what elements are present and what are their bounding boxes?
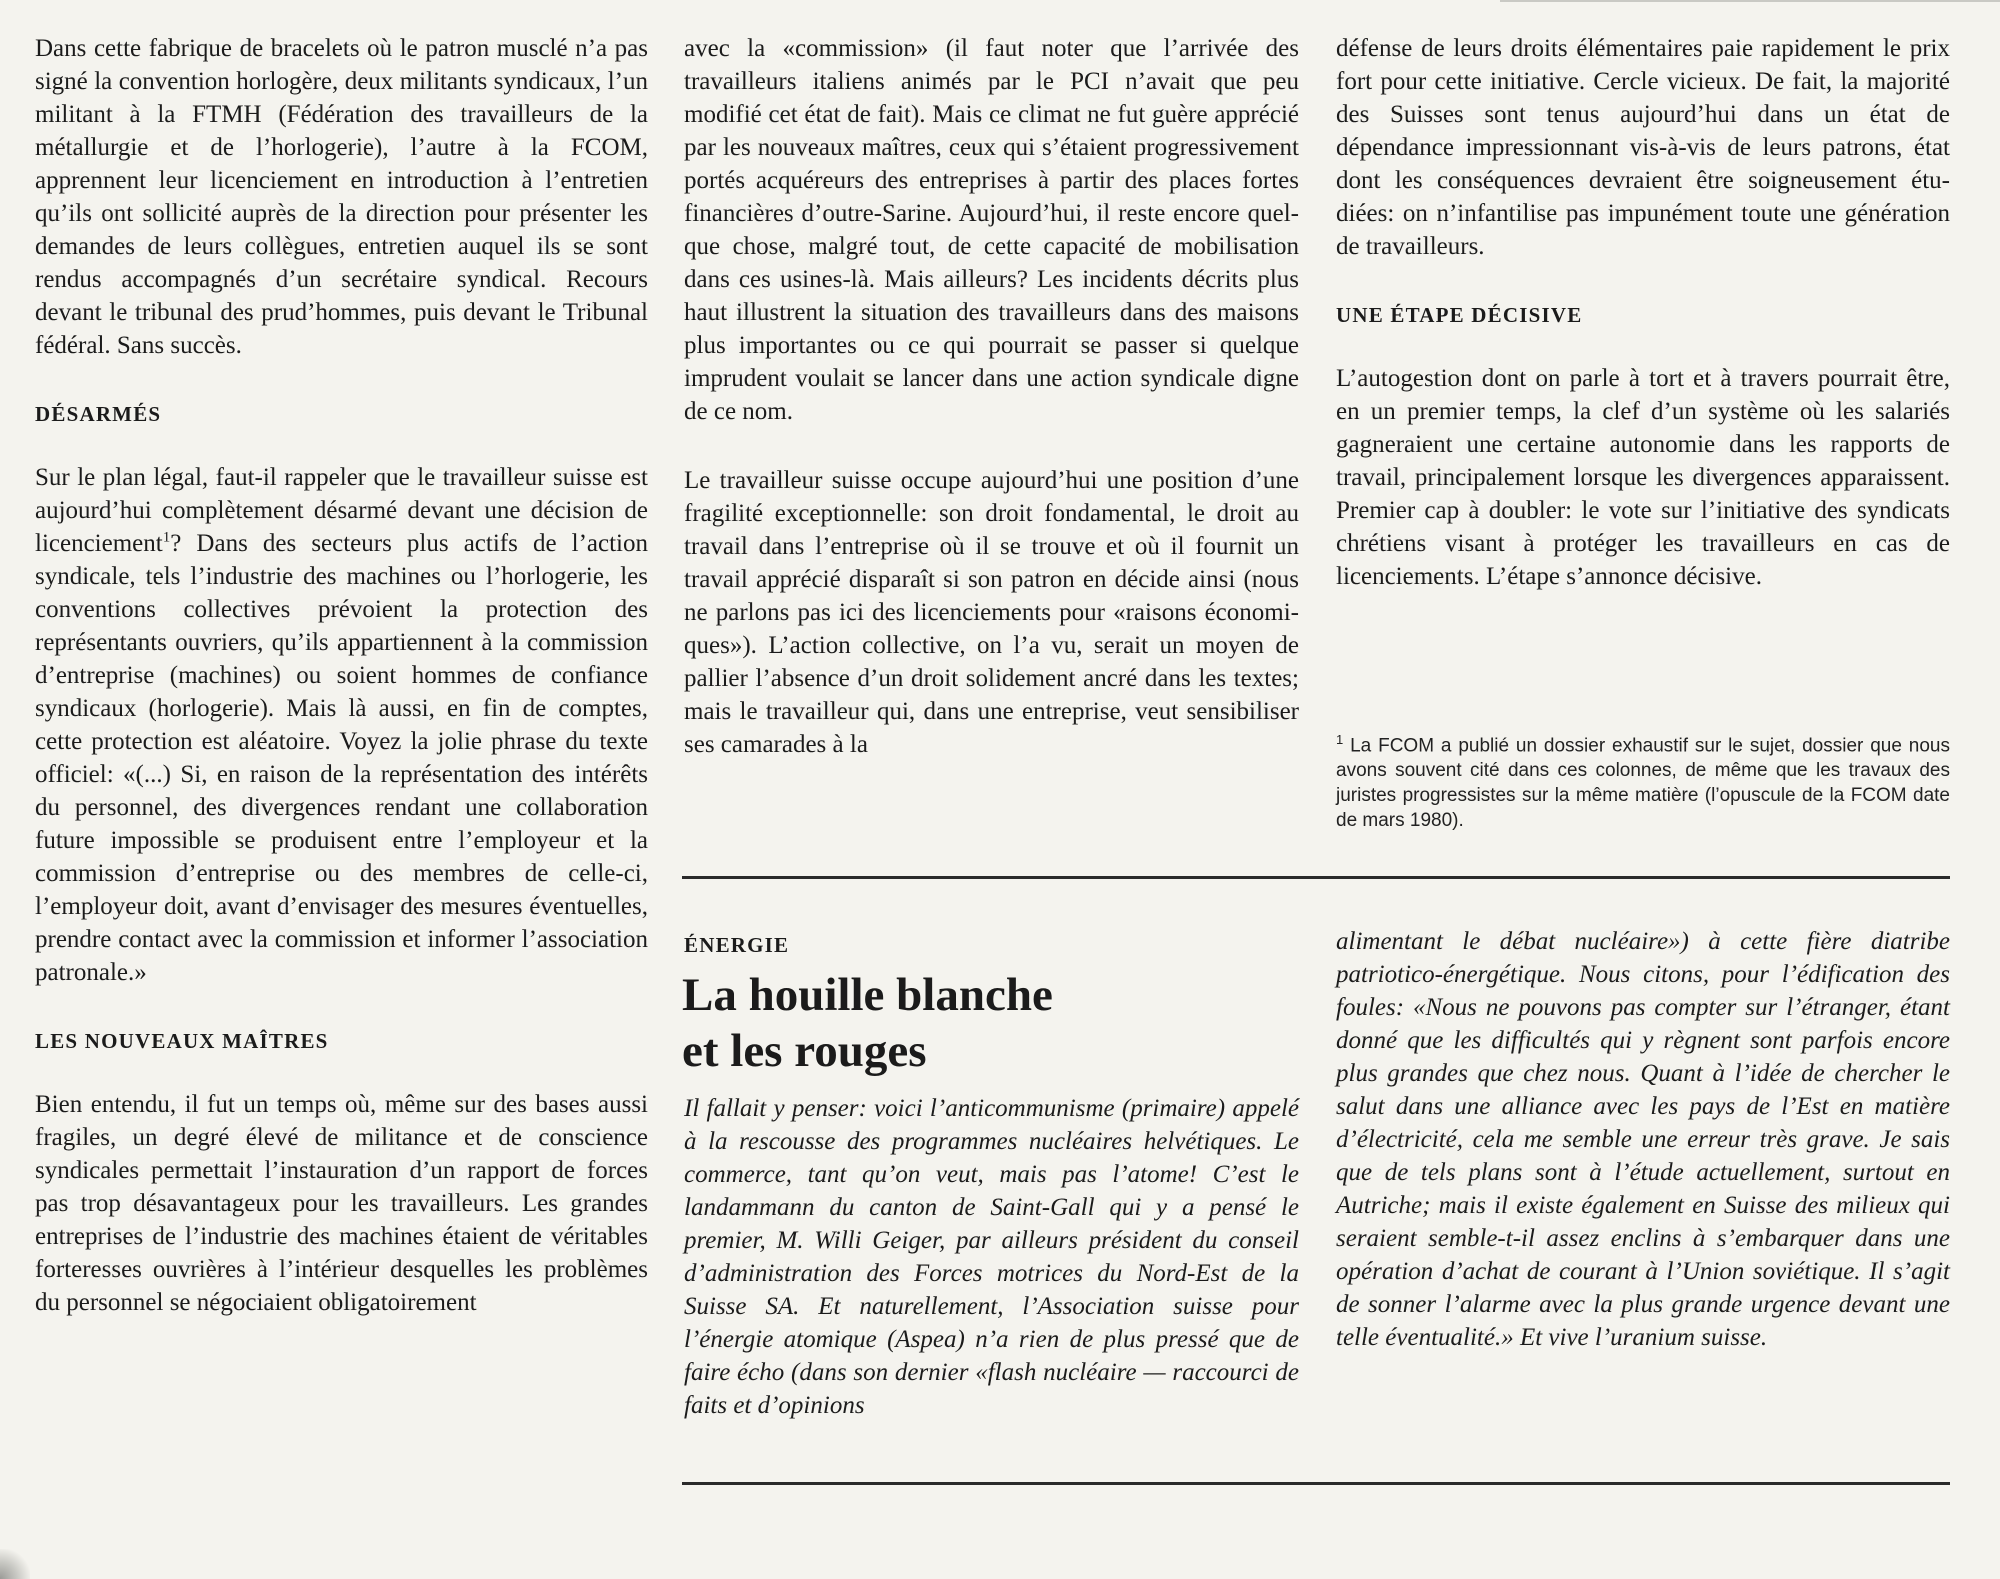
paragraph-defense: défense de leurs droits élémentaires paie rapidement le prix fort pour cette initiative. Cercle vicieux. De fait, la majorité des Suisses sont tenus aujourd’hui dans un état de dépendance impressionnant vis-à-vis de leurs patrons, état dont les conséquences devraient être soigneusement étudiées: on n’infantilise pas impunément toute une génération de travailleurs. bbox=[1336, 35, 1950, 260]
paragraph-autogestion: L’autogestion dont on parle à tort et à travers pourrait être, en un premier temps, la clef d’un système où les salariés gagneraient une certaine autonomie dans les rapports de travail, principalement lorsque les divergences apparaissent. Premier cap à doubler: le vote sur l’initiative des syndicats chrétiens visant à protéger les travailleurs en cas de licenciements. L’étape s’annonce décisive. bbox=[1336, 365, 1950, 590]
footnote-ref: 1 bbox=[162, 529, 171, 546]
divider-rule-bottom bbox=[682, 1482, 1950, 1485]
paragraph-diatribe: alimentant le débat nucléaire») à cette fière diatribe patriotico-énergétique. Nous citons, pour l’édification des foules: «Nous ne pouvons pas compter sur l’étranger, étant donné que les difficultés qui y règnent sont parfois encore plus grandes que chez nous. Quant à l’idée de chercher le salut dans une alliance avec les pays de l’Est en matière d’électricité, cela me semble une erreur très grave. Je sais que de tels plans sont à l’étude actuellement, surtout en Autriche; mais il existe également en Suisse des milieux qui seraient semble-t-il assez enclins à s’embarquer dans une opération d’achat de courant à l’Union soviétique. Il s’agit de sonner l’alarme avec la plus grande urgence devant une telle éventualité.» Et vive l’uranium suisse. bbox=[1336, 928, 1950, 1351]
paragraph-travailleur-suisse: Le travailleur suisse occupe aujourd’hui une position d’une fragilité exceptionnelle: son droit fondamental, le droit au travail dans l’entreprise où il se trouve et où il fournit un travail apprécié disparaît si son patron en décide ainsi (nous ne parlons pas ici des licenciements pour «raisons économiques»). L’action collective, on l’a vu, serait un moyen de pallier l’absence d’un droit solidement ancré dans les textes; mais le travailleur qui, dans une entreprise, veut sensibiliser ses camarades à la bbox=[684, 467, 1299, 758]
paragraph-plan-legal-end: ? Dans des secteurs plus actifs de l’action syndicale, tels l’industrie des machines ou l’horlogerie, les conventions collectives prévoient la protection des représentants ouvriers, qu’ils appartiennent à la commission d’entreprise (machines) ou soient hommes de confiance syndicaux (horlogerie). Mais là aussi, en fin de comptes, cette protection est aléatoire. Voyez la jolie phrase du texte officiel: «(...) Si, en raison de la représentation des intérêts du personnel, des divergences rendant une collaboration future impossible se produisent entre l’employeur et la commission d’entreprise ou des membres de celle-ci, l’employeur doit, avant d’envisager des mesures éventuelles, prendre contact avec la commission et informer l’association patronale.» bbox=[35, 530, 648, 986]
paragraph-plan-legal-start: Sur le plan légal, faut-il rappeler que le travailleur suisse est aujourd’hui complètement désarmé devant une décision de licenciement bbox=[35, 464, 648, 557]
page-corner-shadow bbox=[0, 1549, 30, 1579]
footnote bbox=[1336, 727, 1950, 833]
article-title-line-2: et les rouges bbox=[682, 1025, 927, 1077]
paragraph-anticommunisme: Il fallait y penser: voici l’anticommunisme (primaire) appelé à la rescousse des programmes nucléaires helvétiques. Le commerce, tant qu’on veut, mais pas l’atome! C’est le landammann du canton de Saint-Gall qui y a pensé le premier, M. Willi Geiger, par ailleurs président du conseil d’administration des Forces motrices du Nord-Est de la Suisse SA. Et naturellement, l’Association suisse pour l’énergie atomique (Aspea) n’a rien de plus pressé que de faire écho (dans son dernier «flash nucléaire — raccourci de faits et d’opinions bbox=[684, 1095, 1299, 1419]
paragraph-bien-entendu: Bien entendu, il fut un temps où, même sur des bases aussi fragiles, un degré élevé de militance et de conscience syndicales permettait l’instauration d’un rapport de forces pas trop désavantageux pour les travailleurs. Les grandes entreprises de l’industrie des machines étaient de véritables forteresses ouvrières à l’intérieur desquelles les problèmes du personnel se négociaient obligatoirement bbox=[35, 1091, 648, 1316]
divider-rule-top bbox=[682, 876, 1950, 879]
energie-column-right bbox=[1336, 925, 1950, 1354]
article-title bbox=[682, 967, 1302, 1079]
column-3 bbox=[1336, 32, 1950, 593]
paragraph-plan-legal bbox=[35, 461, 648, 989]
footnote-marker: 1 bbox=[1336, 732, 1344, 747]
column-2 bbox=[684, 32, 1299, 761]
heading-etape-decisive: UNE ÉTAPE DÉCISIVE bbox=[1336, 303, 1583, 327]
energie-column-left bbox=[684, 1092, 1299, 1422]
section-label-energie: ÉNERGIE bbox=[684, 933, 790, 957]
footnote-text: La FCOM a publié un dossier exhaustif sur le sujet, dossier que nous avons souvent cité dans ces colonnes, de même que les travaux des juristes progressistes sur la même matière (l’opuscule de la FCOM date de mars 1980). bbox=[1336, 735, 1950, 832]
scan-edge-line bbox=[1500, 0, 2000, 2]
column-1 bbox=[35, 32, 648, 1319]
heading-desarmes: DÉSARMÉS bbox=[35, 402, 162, 426]
paragraph-bracelets: Dans cette fabrique de bracelets où le patron musclé n’a pas signé la convention horlogère, deux militants syndicaux, l’un militant à la FTMH (Fédération des travailleurs de la métallurgie et de l’horlogerie), l’autre à la FCOM, apprennent leur licenciement en introduction à l’entretien qu’ils ont sollicité auprès de la direction pour présenter les demandes de leurs collègues, entretien auquel ils se sont rendus accompagnés d’un secrétaire syndical. Recours devant le tribunal des prud’hommes, puis devant le Tribunal fédéral. Sans succès. bbox=[35, 35, 648, 359]
paragraph-commission: avec la «commission» (il faut noter que l’arrivée des travailleurs italiens animés par le PCI n’avait que peu modifié cet état de fait). Mais ce climat ne fut guère apprécié par les nouveaux maîtres, ceux qui s’étaient progressivement portés acquéreurs des entreprises à partir des places fortes financières d’outre-Sarine. Aujourd’hui, il reste encore quelque chose, malgré tout, de cette capacité de mobilisation dans ces usines-là. Mais ailleurs? Les incidents décrits plus haut illustrent la situation des travailleurs dans des maisons plus importantes ou ce qui pourrait se passer si quelque imprudent voulait se lancer dans une action syndicale digne de ce nom. bbox=[684, 35, 1299, 425]
heading-nouveaux-maitres: LES NOUVEAUX MAÎTRES bbox=[35, 1029, 329, 1053]
article-title-line-1: La houille blanche bbox=[682, 969, 1053, 1021]
